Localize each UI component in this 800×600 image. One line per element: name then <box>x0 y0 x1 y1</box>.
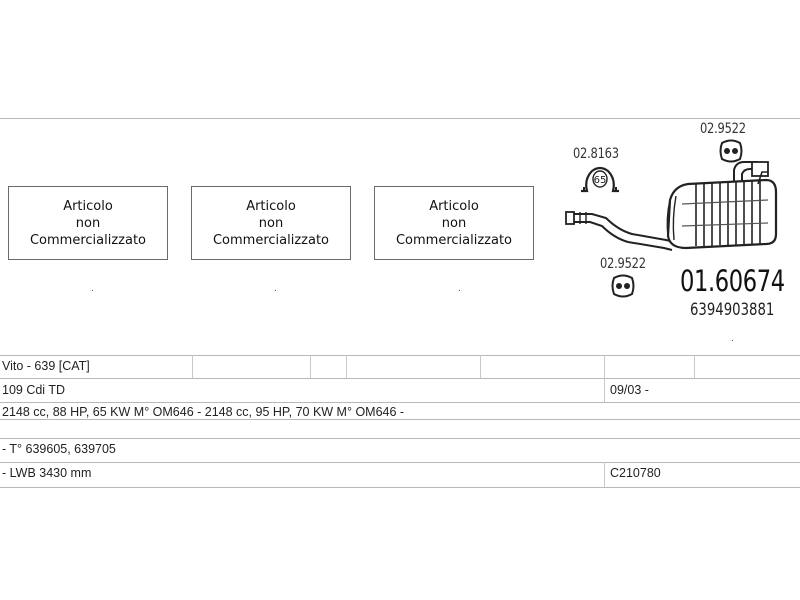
vehicle-type: - T° 639605, 639705 <box>2 442 116 456</box>
part-box-label: Articolo <box>429 198 479 214</box>
column-divider <box>346 355 347 378</box>
part-box-label: non <box>75 215 101 231</box>
part-box-label: non <box>441 215 467 231</box>
vehicle-version: 109 Cdi TD <box>2 383 65 397</box>
part-box-2 <box>191 186 351 260</box>
part-box-label: Articolo <box>63 198 113 214</box>
diagram-bottom-border <box>0 355 800 356</box>
row-divider <box>0 378 800 379</box>
vehicle-date: 09/03 - <box>610 383 649 397</box>
clamp-size-label: 65 <box>593 175 607 186</box>
column-divider <box>604 378 605 402</box>
diagram-dot: . <box>731 333 734 344</box>
part-box-label: Commercializzato <box>29 232 147 248</box>
rubber-hanger-bottom-icon <box>610 274 636 298</box>
table-bottom-border <box>0 487 800 488</box>
column-divider <box>694 355 695 378</box>
column-divider <box>192 355 193 378</box>
clamp-left-code: 02.8163 <box>573 146 619 162</box>
clamp-bottom-code: 02.9522 <box>600 256 646 272</box>
column-divider <box>604 462 605 487</box>
rear-silencer-icon <box>562 160 784 255</box>
part-box-label: Articolo <box>246 198 296 214</box>
part-box-label: non <box>258 215 284 231</box>
part-dot-1: . <box>91 283 94 294</box>
part-dot-3: . <box>458 283 461 294</box>
main-part-number: 01.60674 <box>680 264 785 298</box>
vehicle-engine: 2148 cc, 88 HP, 65 KW M° OM646 - 2148 cc, 95 HP, 70 KW M° OM646 - <box>2 405 405 419</box>
part-box-label: Commercializzato <box>395 232 513 248</box>
row-divider <box>0 419 800 420</box>
part-box-3 <box>374 186 534 260</box>
part-dot-2: . <box>274 283 277 294</box>
row-divider <box>0 438 800 439</box>
vehicle-model: Vito - 639 [CAT] <box>2 359 90 373</box>
row-divider <box>0 462 800 463</box>
column-divider <box>480 355 481 378</box>
row-divider <box>0 402 800 403</box>
clamp-top-code: 02.9522 <box>700 121 746 137</box>
oem-part-number: 6394903881 <box>690 300 775 320</box>
vehicle-reference: C210780 <box>610 466 661 480</box>
top-border <box>0 118 800 119</box>
part-box-1 <box>8 186 168 260</box>
column-divider <box>604 355 605 378</box>
part-box-label: Commercializzato <box>212 232 330 248</box>
vehicle-wheelbase: - LWB 3430 mm <box>2 466 92 480</box>
column-divider <box>310 355 311 378</box>
